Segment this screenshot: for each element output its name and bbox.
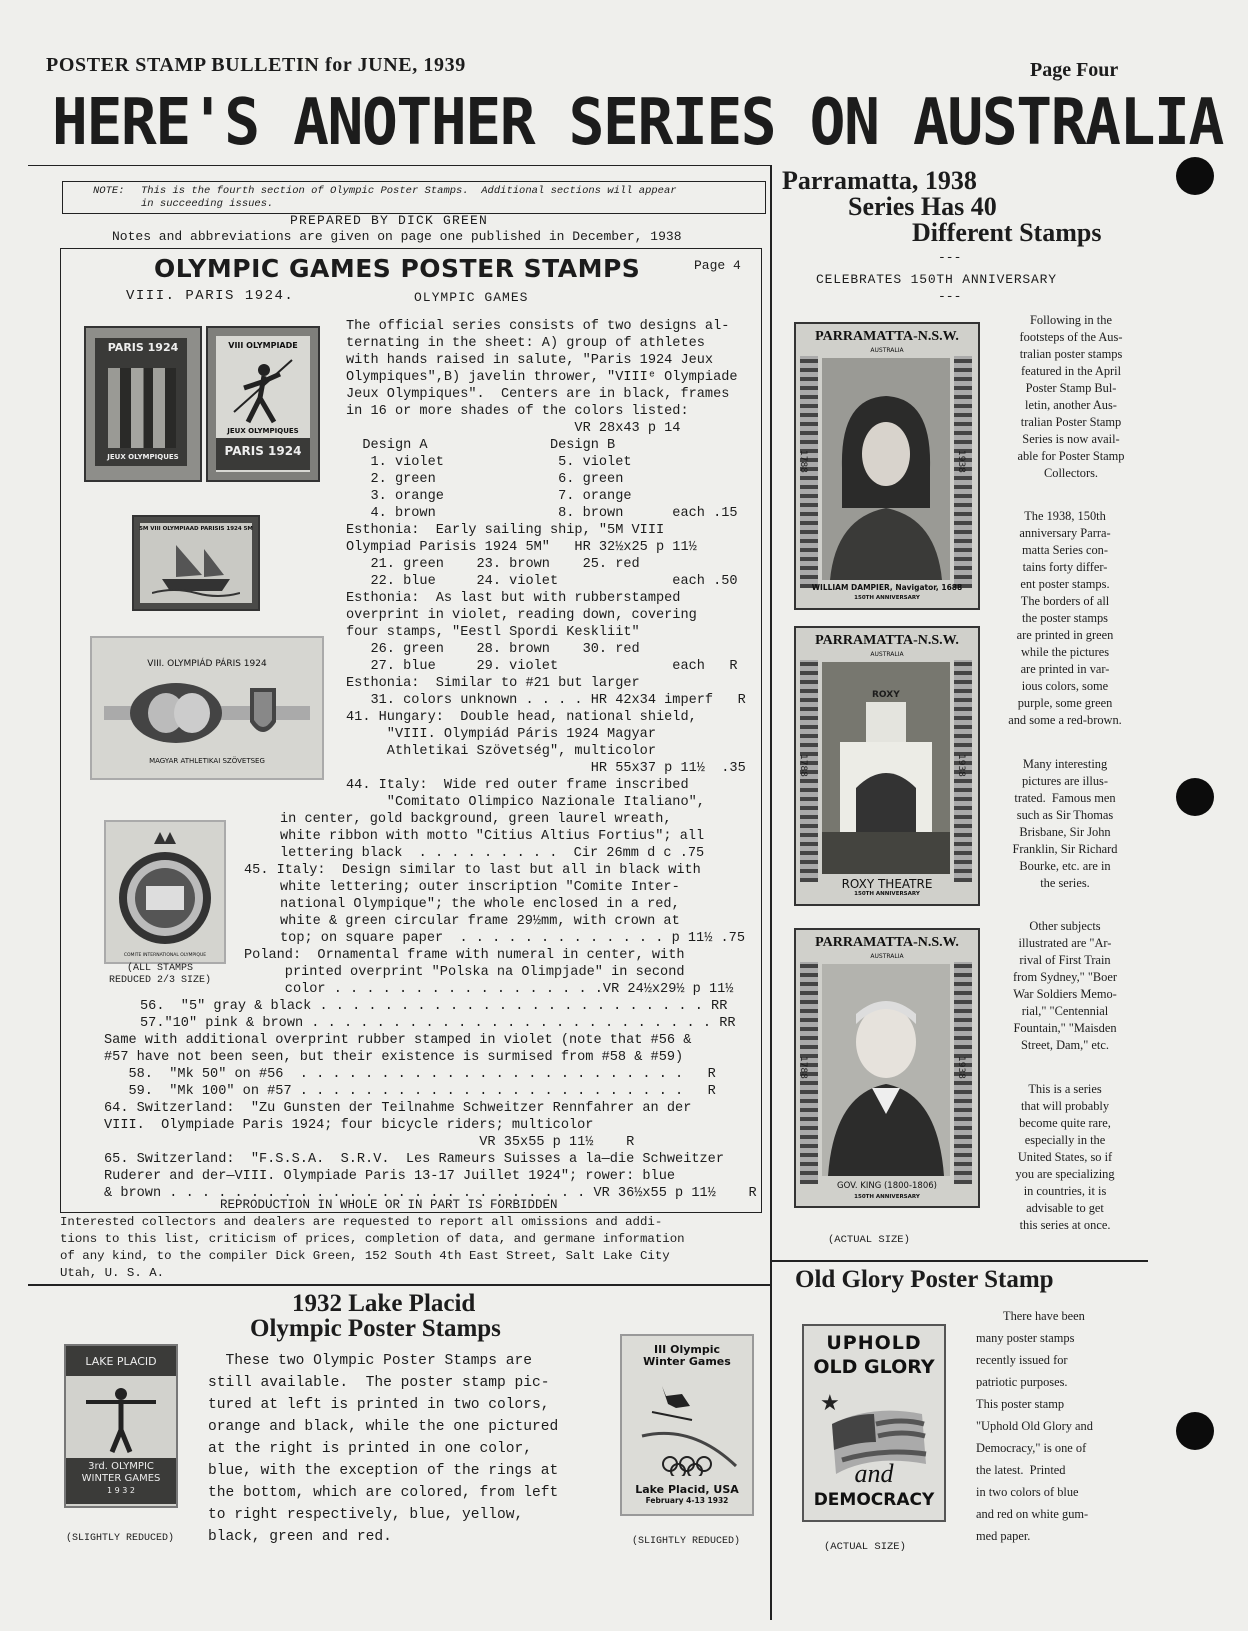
para5-line-1: that will probably — [1020, 1099, 1110, 1113]
para3-line-5: Franklin, Sir Richard — [1012, 842, 1118, 856]
list-line-46: 64. Switzerland: "Zu Gunsten der Teilnahme Schweitzer Rennfahrer an der — [104, 1101, 692, 1116]
rule-right-bottom — [772, 1260, 1148, 1262]
para5-line-2: become quite rare, — [1019, 1116, 1111, 1130]
list-line-6: VR 28x43 p 14 — [346, 421, 681, 436]
stamp-paris-a-figures — [108, 368, 176, 448]
lake-placid-left-bottom-2: WINTER GAMES — [81, 1473, 161, 1484]
list-line-27: 44. Italy: Wide red outer frame inscribed — [346, 778, 689, 793]
stamp-3-anniversary: 150TH ANNIVERSARY — [854, 1194, 920, 1200]
lake-placid-line-5: blue, with the exception of the rings at — [208, 1463, 559, 1479]
para4-line-5: rial," "Centennial — [1021, 1004, 1109, 1018]
para5-line-5: you are specializing — [1015, 1167, 1115, 1181]
list-line-21: Esthonia: Similar to #21 but larger — [346, 676, 640, 691]
list-line-51: & brown . . . . . . . . . . . . . . . . . . . . . . . . . . VR 36½x55 p 11½ R — [104, 1186, 757, 1201]
old-glory-body-line-8: in two colors of blue — [976, 1485, 1079, 1499]
lake-placid-line-6: the bottom, which are colored, from left — [208, 1485, 559, 1501]
column-divider — [770, 165, 772, 1620]
parramatta-actual-size: (ACTUAL SIZE) — [828, 1234, 910, 1246]
punch-hole-middle — [1176, 778, 1214, 816]
stamp-3-year-right: 1938 — [956, 1056, 966, 1079]
para3-line-3: such as Sir Thomas — [1016, 808, 1114, 822]
lake-placid-line-4: at the right is printed in one color, — [208, 1441, 533, 1457]
para5-line-7: advisable to get — [1026, 1201, 1104, 1215]
stamp-lake-placid-skater — [64, 1344, 178, 1508]
old-glory-line-4: DEMOCRACY — [813, 1490, 935, 1510]
lake-placid-line-0: These two Olympic Poster Stamps are — [208, 1353, 533, 1369]
stamp-1-portrait — [822, 358, 950, 580]
stamp-esthonia-ship — [132, 515, 260, 611]
list-line-24: "VIII. Olympiád Páris 1924 Magyar — [346, 727, 656, 742]
para4-line-4: War Soldiers Memo- — [1013, 987, 1117, 1001]
ski-jump-olympic-rings-icon — [632, 1376, 742, 1476]
stamp-hungary-bottom-text: MAGYAR ATHLETIKAI SZÖVETSEG — [149, 757, 265, 765]
para2-line-7: are printed in green — [1016, 628, 1114, 642]
old-glory-body-line-1: many poster stamps — [976, 1331, 1075, 1345]
old-glory-body-line-2: recently issued for — [976, 1353, 1068, 1367]
list-line-35: white & green circular frame 29½mm, with crown at — [280, 914, 680, 929]
lake-placid-line-2: tured at left is printed in two colors, — [208, 1397, 550, 1413]
para1-line-0: Following in the — [1030, 313, 1112, 327]
list-line-15: 22. blue 24. violet each .50 — [346, 574, 738, 589]
para3-line-7: the series. — [1040, 876, 1090, 890]
stamp-2-sign: ROXY — [872, 690, 900, 700]
list-line-37: Poland: Ornamental frame with numeral in center, with — [244, 948, 685, 963]
page-number: Page Four — [1030, 59, 1119, 81]
para2-line-9: are printed in var- — [1020, 662, 1110, 676]
stamp-paris-b-bottom-text: PARIS 1924 — [224, 444, 302, 458]
para4-line-1: illustrated are "Ar- — [1018, 936, 1112, 950]
list-line-47: VIII. Olympiade Paris 1924; four bicycle riders; multicolor — [104, 1118, 594, 1133]
olympic-list-title: OLYMPIC GAMES POSTER STAMPS — [154, 254, 641, 283]
list-line-3: Olympiques",B) javelin thrower, "VIIIᵉ Olympiade — [346, 370, 738, 385]
prepared-by: PREPARED BY DICK GREEN — [290, 213, 489, 228]
ski-jumper-icon — [84, 1382, 158, 1456]
para3-line-4: Brisbane, Sir John — [1019, 825, 1111, 839]
lake-placid-heading-1: 1932 Lake Placid — [292, 1290, 476, 1317]
lake-placid-line-3: orange and black, while the one pictured — [208, 1419, 559, 1435]
lake-placid-left-bottom-3: 1 9 3 2 — [107, 1486, 135, 1495]
all-stamps-caption: (ALL STAMPS REDUCED 2/3 SIZE) — [108, 963, 212, 986]
old-glory-line-2: OLD GLORY — [813, 1356, 935, 1378]
para5-line-6: in countries, it is — [1023, 1184, 1107, 1198]
list-line-11: 4. brown 8. brown each .15 — [346, 506, 738, 521]
reproduction-notice: REPRODUCTION IN WHOLE OR IN PART IS FORBIDDEN — [220, 1198, 558, 1212]
olympic-list-page: Page 4 — [694, 258, 741, 273]
list-line-1: ternating in the sheet: A) group of athletes — [346, 336, 705, 351]
list-line-28: "Comitato Olimpico Nazionale Italiano", — [346, 795, 705, 810]
para4-line-7: Street, Dam," etc. — [1021, 1038, 1109, 1052]
list-line-5: in 16 or more shades of the colors listed: — [346, 404, 689, 419]
para3-line-6: Bourke, etc. are in — [1019, 859, 1111, 873]
stamp-paris-b-mid-text: JEUX OLYMPIQUES — [227, 427, 299, 435]
list-line-9: 2. green 6. green — [346, 472, 624, 487]
list-line-43: #57 have not been seen, but their existence is surmised from #58 & #59) — [104, 1050, 684, 1065]
footer-line-4: Utah, U. S. A. — [60, 1266, 165, 1280]
list-line-25: Athletikai Szövetség", multicolor — [346, 744, 656, 759]
para1-line-5: letin, another Aus- — [1025, 398, 1117, 412]
para4-line-3: from Sydney," "Boer — [1013, 970, 1117, 984]
lake-placid-line-8: black, green and red. — [208, 1529, 392, 1545]
para5-line-0: This is a series — [1028, 1082, 1102, 1096]
notes-abbreviations: Notes and abbreviations are given on page one published in December, 1938 — [112, 229, 682, 244]
old-glory-body-line-4: This poster stamp — [976, 1397, 1065, 1411]
celebrates-150th: CELEBRATES 150TH ANNIVERSARY — [816, 272, 1057, 287]
list-line-18: four stamps, "Eestl Spordi Keskliit" — [346, 625, 640, 640]
list-line-23: 41. Hungary: Double head, national shield, — [346, 710, 697, 725]
list-line-34: national Olympique"; the whole enclosed in a red, — [280, 897, 680, 912]
para2-line-10: ious colors, some — [1021, 679, 1109, 693]
lake-placid-left-bottom-1: 3rd. OLYMPIC — [88, 1461, 154, 1472]
list-line-29: in center, gold background, green laurel wreath, — [280, 812, 672, 827]
para2-line-8: while the pictures — [1020, 645, 1110, 659]
stamp-italy-circular — [104, 820, 226, 964]
stamp-parramatta-gov-king — [794, 928, 980, 1208]
list-line-4: Jeux Olympiques". Centers are in black, frames — [346, 387, 730, 402]
portrait-dampier-icon — [822, 358, 950, 580]
list-line-8: 1. violet 5. violet — [346, 455, 632, 470]
stamp-2-year-left: 1788 — [798, 754, 808, 777]
bulletin-title: POSTER STAMP BULLETIN for JUNE, 1939 — [46, 54, 466, 76]
lake-placid-right-top-2: Winter Games — [643, 1355, 731, 1368]
lake-placid-right-bottom-2: February 4-13 1932 — [645, 1496, 729, 1505]
para2-line-12: and some a red-brown. — [1008, 713, 1122, 727]
list-line-38: printed overprint "Polska na Olimpjade" in second — [244, 965, 685, 980]
javelin-thrower-icon — [230, 352, 296, 426]
list-line-39: color . . . . . . . . . . . . . . . . .VR 24½x29½ p 11½ — [244, 982, 734, 997]
paris-subtitle: VIII. PARIS 1924. — [126, 288, 295, 304]
list-line-40: 56. "5" gray & black . . . . . . . . . . . . . . . . . . . . . . . . RR — [140, 999, 728, 1014]
stamp-1-top-text: PARRAMATTA-N.S.W. — [815, 329, 959, 344]
lake-placid-line-7: to right respectively, blue, yellow, — [208, 1507, 524, 1523]
old-glory-line-3: and — [854, 1459, 894, 1488]
stamp-italy-ring-text: COMITE INTERNATIONAL OLYMPIQUE — [123, 953, 207, 958]
stamp-2-year-right: 1938 — [956, 754, 966, 777]
list-line-49: 65. Switzerland: "F.S.S.A. S.R.V. Les Rameurs Suisses a la—die Schweitzer — [104, 1152, 724, 1167]
portrait-gov-king-icon — [822, 964, 950, 1176]
list-line-26: HR 55x37 p 11½ .35 — [346, 761, 746, 776]
para1-line-7: Series is now avail- — [1022, 432, 1120, 446]
list-line-50: Ruderer and der—VIII. Olympiade Paris 13-17 Juillet 1924"; rower: blue — [104, 1169, 676, 1184]
para4-line-0: Other subjects — [1029, 919, 1101, 933]
stamp-3-year-left: 1788 — [798, 1056, 808, 1079]
list-line-14: 21. green 23. brown 25. red — [346, 557, 640, 572]
lake-placid-line-1: still available. The poster stamp pic- — [208, 1375, 550, 1391]
stamp-parramatta-dampier — [794, 322, 980, 610]
list-line-16: Esthonia: As last but with rubberstamped — [346, 591, 681, 606]
para5-line-3: especially in the — [1024, 1133, 1106, 1147]
stamp-paris-a-bottom-text: JEUX OLYMPIQUES — [107, 453, 179, 461]
old-glory-body-line-0: There have been — [1003, 1309, 1085, 1323]
stamp-1-year-right: 1938 — [956, 450, 966, 473]
stamp-hungary-top-text: VIII. OLYMPIÁD PÁRIS 1924 — [147, 659, 267, 669]
stamp-1-year-left: 1788 — [798, 450, 808, 473]
list-line-7: Design A Design B — [346, 438, 616, 453]
svg-text:★: ★ — [820, 1391, 840, 1416]
para1-line-9: Collectors. — [1043, 466, 1099, 480]
para2-line-11: purple, some green — [1017, 696, 1113, 710]
stamp-lake-placid-ski-jump — [620, 1334, 754, 1516]
para5-line-8: this series at once. — [1019, 1218, 1111, 1232]
note-line-1: This is the fourth section of Olympic Poster Stamps. Additional sections will appear — [141, 185, 677, 197]
stamp-3-top-text: PARRAMATTA-N.S.W. — [815, 935, 959, 950]
list-line-31: lettering black . . . . . . . . . Cir 26mm d c .75 — [280, 846, 705, 861]
para3-line-2: trated. Famous men — [1014, 791, 1116, 805]
para2-line-4: ent poster stamps. — [1020, 577, 1110, 591]
list-line-30: white ribbon with motto "Citius Altius Fortius"; all — [280, 829, 705, 844]
list-line-0: The official series consists of two designs al- — [346, 319, 730, 334]
list-line-45: 59. "Mk 100" on #57 . . . . . . . . . . . . . . . . . . . . . . . . R — [104, 1084, 716, 1099]
para1-line-1: footsteps of the Aus- — [1019, 330, 1123, 344]
punch-hole-bottom — [1176, 1412, 1214, 1450]
dashes-bottom: --- — [938, 289, 962, 304]
old-glory-body-line-5: "Uphold Old Glory and — [976, 1419, 1093, 1433]
para2-line-6: the poster stamps — [1021, 611, 1109, 625]
stamp-paris-design-a — [84, 326, 202, 482]
list-line-10: 3. orange 7. orange — [346, 489, 632, 504]
stamp-paris-a-top-text: PARIS 1924 — [107, 341, 179, 354]
stamp-paris-design-b — [206, 326, 320, 482]
parramatta-heading-1: Parramatta, 1938 — [782, 166, 977, 195]
lake-placid-left-top-text: LAKE PLACID — [85, 1355, 157, 1368]
para2-line-1: anniversary Parra- — [1019, 526, 1111, 540]
stamp-hungary — [90, 636, 324, 780]
list-line-2: with hands raised in salute, "Paris 1924 Jeux — [346, 353, 714, 368]
headline: HERE'S ANOTHER SERIES ON AUSTRALIA — [52, 86, 1223, 160]
lake-placid-right-top-1: III Olympic — [653, 1343, 721, 1356]
double-head-shield-icon — [104, 678, 310, 748]
para1-line-3: featured in the April — [1020, 364, 1122, 378]
stamp-2-anniversary: 150TH ANNIVERSARY — [854, 891, 920, 897]
old-glory-line-1: UPHOLD — [826, 1332, 922, 1354]
para1-line-2: tralian poster stamps — [1019, 347, 1123, 361]
list-line-32: 45. Italy: Design similar to last but all in black with — [244, 863, 701, 878]
note-line-2: in succeeding issues. — [141, 198, 274, 210]
stamp-3-caption: GOV. KING (1800-1806) — [837, 1181, 937, 1191]
old-glory-body-line-10: med paper. — [976, 1529, 1031, 1543]
list-line-17: overprint in violet, reading down, covering — [346, 608, 697, 623]
old-glory-body-line-6: Democracy," is one of — [976, 1441, 1087, 1455]
list-line-41: 57."10" pink & brown . . . . . . . . . . . . . . . . . . . . . . . . . RR — [140, 1016, 736, 1031]
old-glory-body-line-3: patriotic purposes. — [976, 1375, 1068, 1389]
old-glory-heading: Old Glory Poster Stamp — [795, 1266, 1054, 1293]
stamp-2-top-text: PARRAMATTA-N.S.W. — [815, 633, 959, 648]
note-box — [62, 181, 766, 214]
stamp-2-sub-text: AUSTRALIA — [870, 651, 904, 658]
old-glory-body-line-7: the latest. Printed — [976, 1463, 1066, 1477]
rule-under-headline — [28, 165, 770, 166]
stamp-1-anniversary: 150TH ANNIVERSARY — [854, 595, 920, 601]
stamp-3-sub-text: AUSTRALIA — [870, 953, 904, 960]
para2-line-3: tains forty differ- — [1022, 560, 1108, 574]
list-line-13: Olympiad Parisis 1924 5M" HR 32½x25 p 11½ — [346, 540, 697, 555]
rule-left-bottom — [28, 1284, 770, 1286]
footer-line-3: of any kind, to the compiler Dick Green, 152 South 4th East Street, Salt Lake City — [60, 1249, 670, 1263]
parramatta-heading-3: Different Stamps — [912, 218, 1102, 247]
list-line-33: white lettering; outer inscription "Comite Inter- — [280, 880, 680, 895]
para4-line-6: Fountain," "Maisden — [1013, 1021, 1117, 1035]
olympic-games-subtitle: OLYMPIC GAMES — [414, 290, 529, 305]
dashes-top: --- — [938, 250, 962, 265]
old-glory-body-line-9: and red on white gum- — [976, 1507, 1089, 1521]
stamp-paris-b-top-text: VIII OLYMPIADE — [228, 341, 298, 350]
para5-line-4: United States, so if — [1017, 1150, 1113, 1164]
lake-placid-heading-2: Olympic Poster Stamps — [250, 1315, 501, 1342]
list-line-48: VR 35x55 p 11½ R — [104, 1135, 635, 1150]
list-line-44: 58. "Mk 50" on #56 . . . . . . . . . . . . . . . . . . . . . . . . R — [104, 1067, 716, 1082]
list-line-22: 31. colors unknown . . . . HR 42x34 imperf R — [346, 693, 746, 708]
lake-placid-left-caption: (SLIGHTLY REDUCED) — [65, 1533, 175, 1544]
para3-line-0: Many interesting — [1022, 757, 1108, 771]
footer-line-1: Interested collectors and dealers are requested to report all omissions and addi- — [60, 1215, 663, 1229]
list-line-20: 27. blue 29. violet each R — [346, 659, 738, 674]
stamp-parramatta-roxy — [794, 626, 980, 906]
list-line-42: Same with additional overprint rubber stamped in violet (note that #56 & — [104, 1033, 692, 1048]
para2-line-2: matta Series con- — [1021, 543, 1108, 557]
stamp-old-glory — [802, 1324, 946, 1522]
para2-line-0: The 1938, 150th — [1024, 509, 1106, 523]
para1-line-4: Poster Stamp Bul- — [1025, 381, 1117, 395]
list-line-19: 26. green 28. brown 30. red — [346, 642, 640, 657]
old-glory-caption: (ACTUAL SIZE) — [824, 1541, 906, 1553]
list-line-36: top; on square paper . . . . . . . . . . . . . p 11½ .75 — [280, 931, 745, 946]
punch-hole-top — [1176, 157, 1214, 195]
lake-placid-right-bottom-1: Lake Placid, USA — [635, 1483, 739, 1496]
sailing-ship-icon — [152, 539, 240, 597]
para2-line-5: The borders of all — [1020, 594, 1110, 608]
stamp-1-caption: WILLIAM DAMPIER, Navigator, 1688 — [811, 583, 963, 592]
footer-line-2: tions to this list, criticism of prices, completion of data, and germane information — [60, 1232, 685, 1246]
stamp-3-portrait — [822, 964, 950, 1176]
para1-line-8: able for Poster Stamp — [1017, 449, 1125, 463]
crown-circle-icon — [114, 826, 216, 956]
stamp-esthonia-top-text: 5M VIII OLYMPIAAD PARISIS 1924 5M — [139, 526, 253, 532]
para3-line-1: pictures are illus- — [1021, 774, 1108, 788]
stamp-1-sub-text: AUSTRALIA — [870, 347, 904, 354]
list-line-12: Esthonia: Early sailing ship, "5M VIII — [346, 523, 665, 538]
note-label: NOTE: — [93, 185, 125, 197]
lake-placid-right-caption: (SLIGHTLY REDUCED) — [631, 1536, 741, 1547]
para4-line-2: rival of First Train — [1019, 953, 1111, 967]
para1-line-6: tralian Poster Stamp — [1020, 415, 1122, 429]
parramatta-heading-2: Series Has 40 — [848, 192, 997, 221]
stamp-2-caption: ROXY THEATRE — [841, 877, 933, 891]
